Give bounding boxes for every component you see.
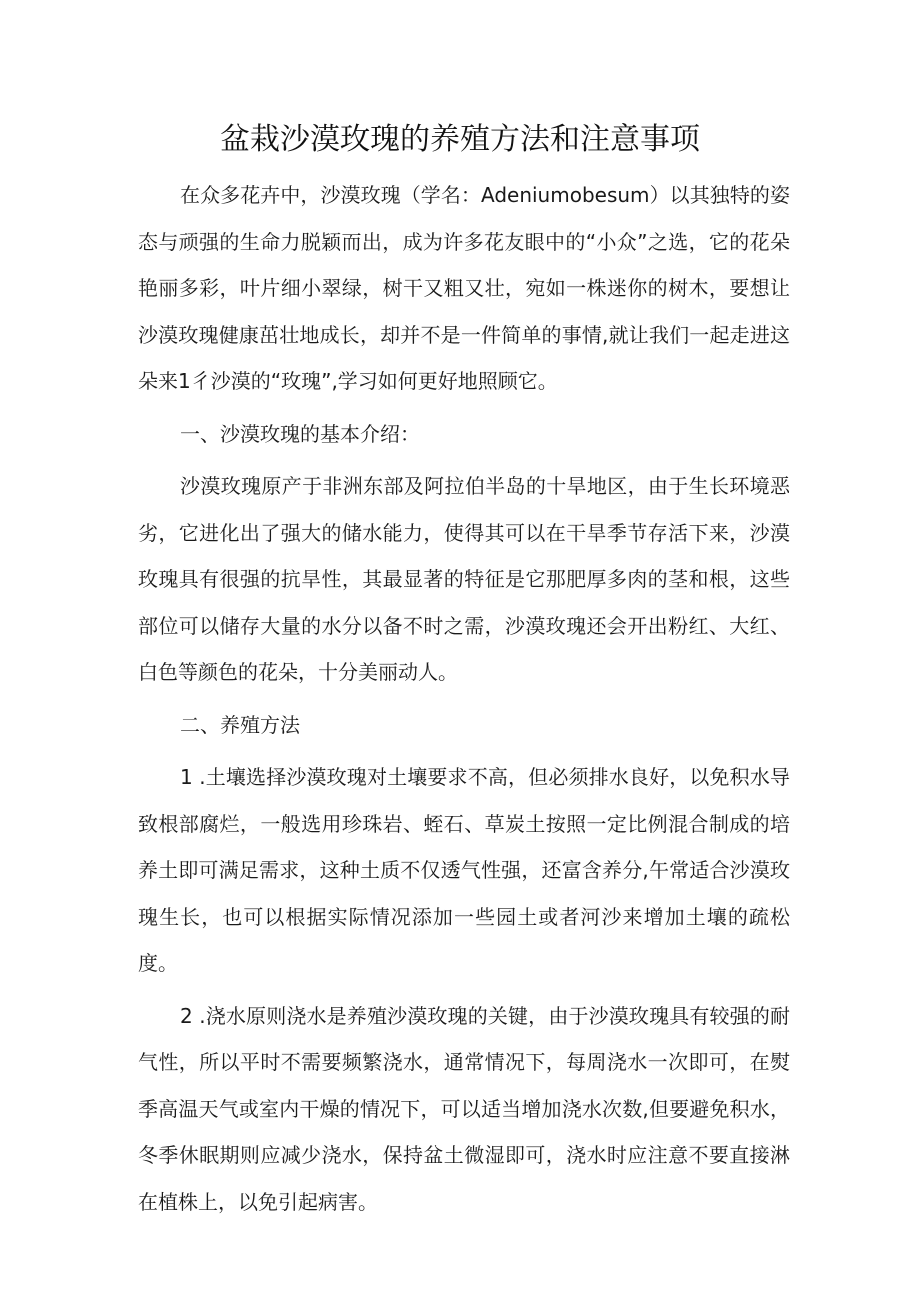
intro-paragraph: 在众多花卉中，沙漠玫瑰（学名：Adeniumobesum）以其独特的姿态与顽强的生命力脱颖而出，成为许多花友眼中的“小众”之选，它的花朵艳丽多彩，叶片细小翠绿，树干又粗又壮，宛如一株迷你的树木，要想让沙漠玫瑰健康茁壮地成长，却并不是一件简单的事情,就让我们一起走进这朵来1彳沙漠的“玫瑰”,学习如何更好地照顾它。	[138, 183, 790, 393]
section2-heading: 二、养殖方法	[180, 712, 300, 737]
item2-paragraph: 2 .浇水原则浇水是养殖沙漠玫瑰的关键，由于沙漠玫瑰具有较强的耐气性，所以平时不需要频繁浇水，通常情况下，每周浇水一次即可，在熨季高温天气或室内干燥的情况下，可以适当增加浇水次数,但要避免积水，冬季休眠期则应减少浇水，保持盆土微湿即可，浇水时应注意不要直接淋在植株上，以免引起病害。	[138, 1003, 790, 1214]
section1-heading: 一、沙漠玫瑰的基本介绍：	[180, 421, 420, 446]
document-body	[138, 172, 790, 1225]
item1-paragraph: 1 .土壤选择沙漠玫瑰对土壤要求不高，但必须排水良好，以免积水导致根部腐烂，一般选用珍珠岩、蛭石、草炭土按照一定比例混合制成的培养土即可满足需求，这种土质不仅透气性强，还富含养分,午常适合沙漠玫瑰生长，也可以根据实际情况添加一些园土或者河沙来增加土壤的疏松度。	[138, 765, 790, 975]
section1-paragraph: 沙漠玫瑰原产于非洲东部及阿拉伯半岛的十旱地区，由于生长环境恶劣，它进化出了强大的储水能力，使得其可以在干旱季节存活下来，沙漠玫瑰具有很强的抗旱性，其最显著的特征是它那肥厚多肉的茎和根，这些部位可以储存大量的水分以备不时之需，沙漠玫瑰还会开出粉红、大红、白色等颜色的花朵，十分美丽动人。	[138, 474, 790, 684]
document-title: 盆栽沙漠玫瑰的养殖方法和注意事项	[220, 122, 700, 157]
